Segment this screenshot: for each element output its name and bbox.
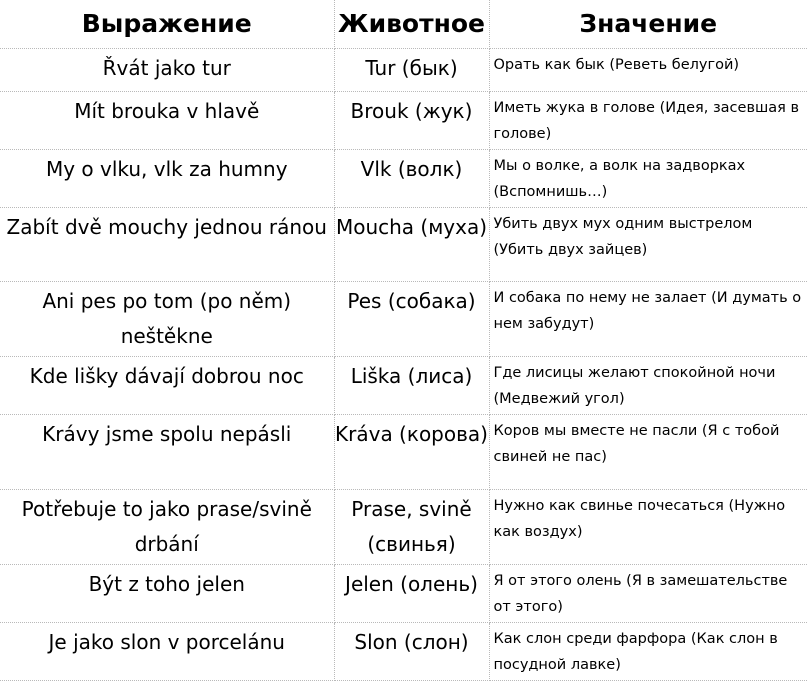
expression-cell: Potřebuje to jako prase/svině drbání	[0, 489, 334, 564]
meaning-cell: Я от этого олень (Я в замешательстве от этого)	[489, 564, 807, 622]
table-row	[0, 91, 807, 149]
expression-cell: Je jako slon v porcelánu	[0, 622, 334, 680]
expression-cell: Kde lišky dávají dobrou noc	[0, 356, 334, 414]
expression-cell: Mít brouka v hlavě	[0, 91, 334, 149]
header-meaning: Значение	[489, 0, 807, 48]
animal-cell: Prase, svině (свинья)	[334, 489, 489, 564]
meaning-cell: Как слон среди фарфора (Как слон в посудной лавке)	[489, 622, 807, 680]
animal-cell: Jelen (олень)	[334, 564, 489, 622]
meaning-cell: Коров мы вместе не пасли (Я с тобой свиней не пас)	[489, 414, 807, 489]
expression-cell: Krávy jsme spolu nepásli	[0, 414, 334, 489]
table-row	[0, 414, 807, 489]
meaning-cell: Мы о волке, а волк на задворках (Вспомнишь…)	[489, 149, 807, 207]
expression-cell: Řvát jako tur	[0, 48, 334, 91]
table-row	[0, 564, 807, 622]
table-row	[0, 622, 807, 680]
animal-cell: Vlk (волк)	[334, 149, 489, 207]
expression-cell: My o vlku, vlk za humny	[0, 149, 334, 207]
table-row	[0, 48, 807, 91]
animal-cell: Brouk (жук)	[334, 91, 489, 149]
expression-cell: Ani pes po tom (po něm) neštěkne	[0, 281, 334, 356]
header-expression: Выражение	[0, 0, 334, 48]
animal-cell: Liška (лиса)	[334, 356, 489, 414]
header-row	[0, 0, 807, 48]
meaning-cell: Где лисицы желают спокойной ночи (Медвежий угол)	[489, 356, 807, 414]
table-row	[0, 207, 807, 281]
table-row	[0, 356, 807, 414]
table-row	[0, 149, 807, 207]
animal-cell: Slon (слон)	[334, 622, 489, 680]
animal-cell: Moucha (муха)	[334, 207, 489, 281]
table-row	[0, 281, 807, 356]
expression-cell: Zabít dvě mouchy jednou ránou	[0, 207, 334, 281]
meaning-cell: Орать как бык (Реветь белугой)	[489, 48, 807, 91]
header-animal: Животное	[334, 0, 489, 48]
meaning-cell: Убить двух мух одним выстрелом (Убить двух зайцев)	[489, 207, 807, 281]
expression-cell: Být z toho jelen	[0, 564, 334, 622]
meaning-cell: И собака по нему не залает (И думать о нем забудут)	[489, 281, 807, 356]
animal-cell: Kráva (корова)	[334, 414, 489, 489]
animal-cell: Pes (собака)	[334, 281, 489, 356]
meaning-cell: Иметь жука в голове (Идея, засевшая в голове)	[489, 91, 807, 149]
meaning-cell: Нужно как свинье почесаться (Нужно как воздух)	[489, 489, 807, 564]
animal-cell: Tur (бык)	[334, 48, 489, 91]
table-row	[0, 489, 807, 564]
